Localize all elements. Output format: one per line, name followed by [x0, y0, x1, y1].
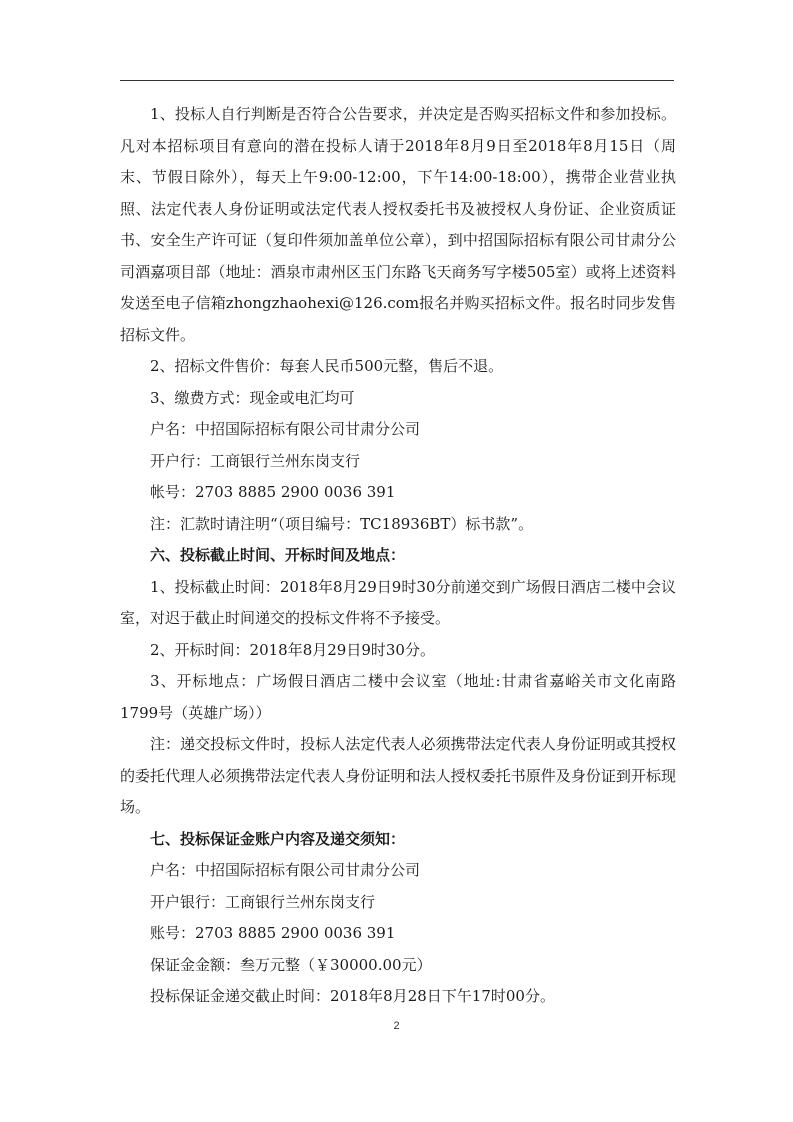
section-heading-deadline: 六、投标截止时间、开标时间及地点：	[150, 546, 406, 564]
paragraph-registration: 1、投标人自行判断是否符合公告要求，并决定是否购买招标文件和参加投标。凡对本招标项目有意向的潜在投标人请于2018年8月9日至2018年8月15日（周末、节假日除外），每天上午9:00-12:00，下午14:00-18:00），携带企业营业执照、法定代表人身份证明或法定代表人授权委托书及被授权人身份证、企业资质证书、安全生产许可证（复印件须加盖单位公章），到中招国际招标有限公司甘肃分公司酒嘉项目部（地址：酒泉市肃州区玉门东路飞天商务写字楼505室）或将上述资料发送至电子信箱zhongzhaohexi@126.com报名并购买招标文件。报名时同步发售招标文件。	[120, 105, 676, 344]
section-heading-deposit: 七、投标保证金账户内容及递交须知：	[150, 829, 406, 848]
document-body	[120, 99, 676, 1013]
paragraph-deposit-account-number: 账号：2703 8885 2900 0036 391	[150, 924, 396, 942]
header-rule	[120, 80, 674, 81]
paragraph-document-price: 2、招标文件售价：每套人民币500元整，售后不退。	[150, 357, 504, 375]
paragraph-bid-deadline: 1、投标截止时间：2018年8月29日9时30分前递交到广场假日酒店二楼中会议室，对迟于截止时间递交的投标文件将不予接受。	[120, 577, 676, 627]
paragraph-opening-location: 3、开标地点：广场假日酒店二楼中会议室（地址:甘肃省嘉峪关市文化南路1799号（英雄广场））	[120, 672, 676, 722]
paragraph-remittance-note: 注：汇款时请注明“（项目编号：TC18936BT）标书款”。	[150, 514, 534, 533]
page-number: 2	[393, 1020, 400, 1032]
paragraph-account-name: 户名：中招国际招标有限公司甘肃分公司	[150, 420, 421, 438]
paragraph-deposit-bank: 开户银行：工商银行兰州东岗支行	[150, 892, 376, 911]
paragraph-opening-time: 2、开标时间：2018年8月29日9时30分。	[150, 640, 435, 659]
paragraph-deposit-amount: 保证金金额：叁万元整（￥30000.00元）	[150, 955, 432, 974]
paragraph-deposit-deadline: 投标保证金递交截止时间：2018年8月28日下午17时00分。	[150, 987, 555, 1005]
paragraph-deposit-account-name: 户名：中招国际招标有限公司甘肃分公司	[150, 861, 421, 879]
paragraph-account-number: 帐号：2703 8885 2900 0036 391	[150, 483, 396, 501]
paragraph-submission-note: 注：递交投标文件时，投标人法定代表人必须携带法定代表人身份证明或其授权的委托代理人必须携带法定代表人身份证明和法人授权委托书原件及身份证到开标现场。	[120, 735, 676, 816]
paragraph-bank: 开户行：工商银行兰州东岗支行	[150, 451, 361, 470]
paragraph-payment-method: 3、缴费方式：现金或电汇均可	[150, 388, 355, 407]
